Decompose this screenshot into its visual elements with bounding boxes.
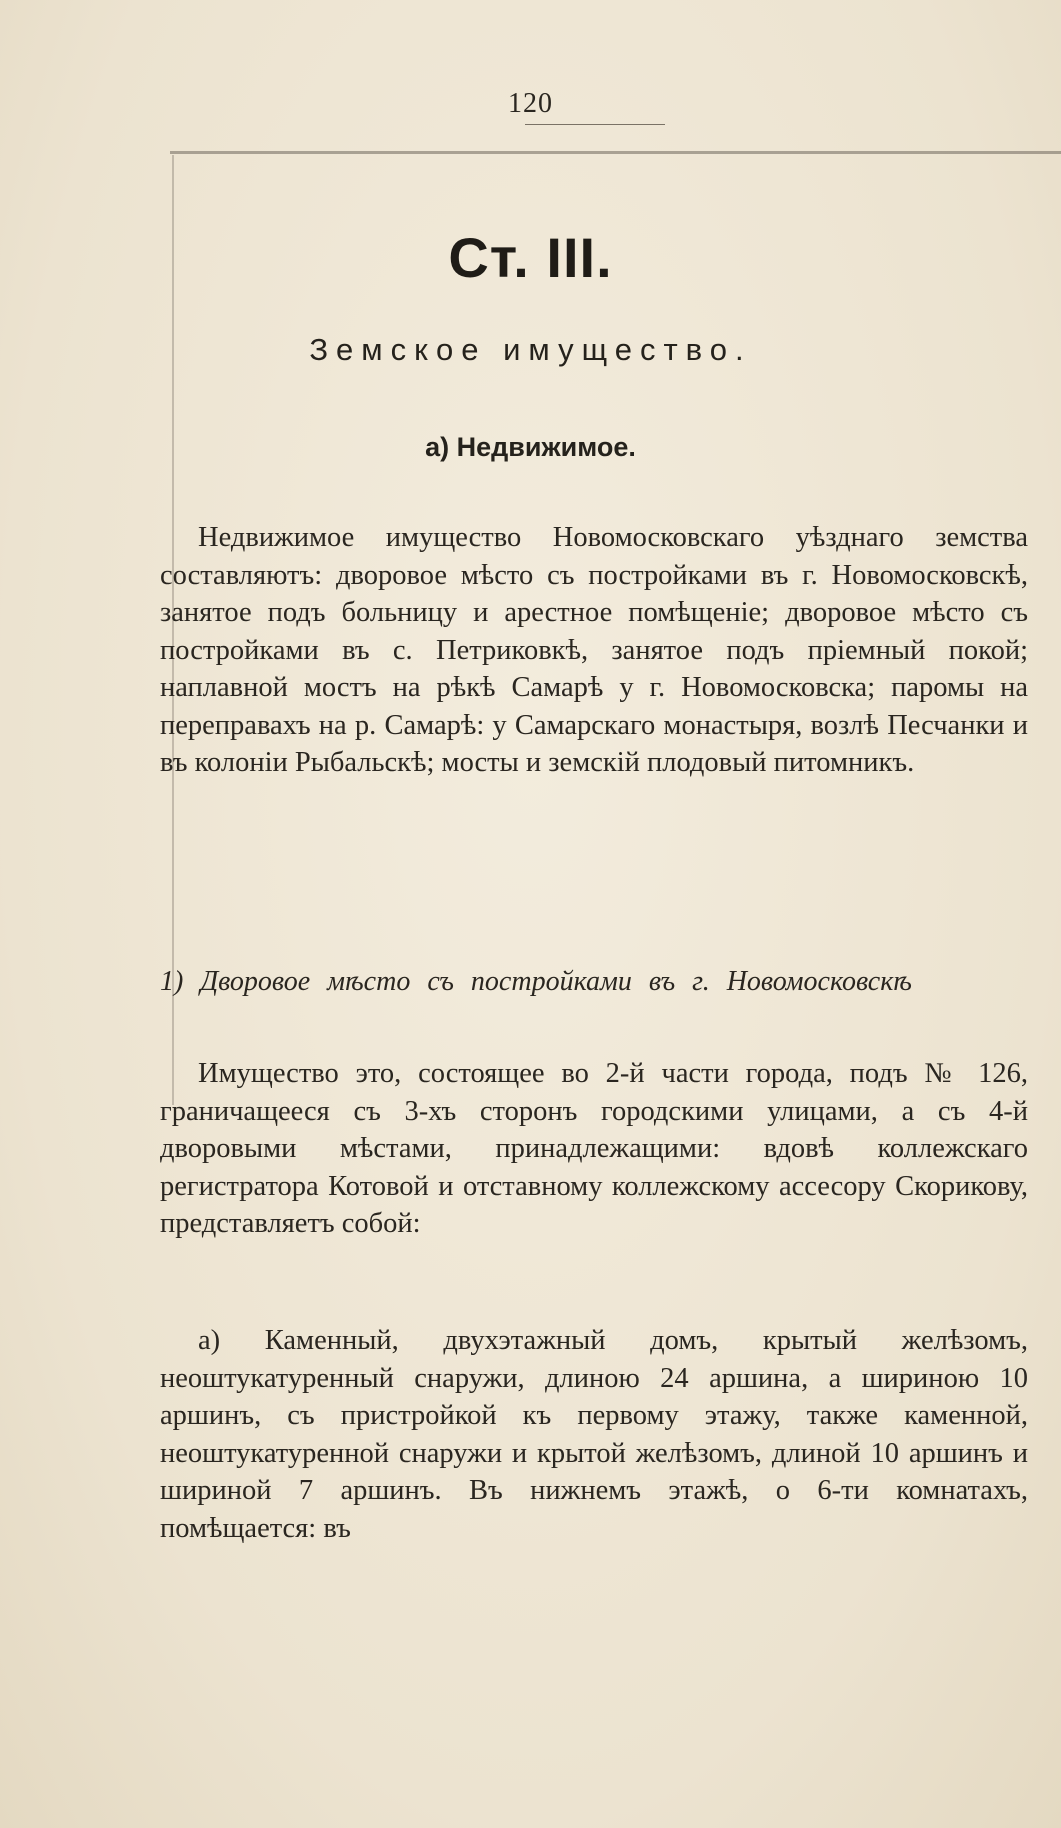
paragraph-text: Имущество это, состоящее во 2-й части города, подъ № 126, граничащееся съ 3-хъ сторонъ городскими улицами, а съ 4-й дворовыми мѣстами, принадлежащими: вдовѣ коллежскаго регистратора Котовой и отставному коллежскому ассесору Скорикову, представляетъ собой: — [160, 1058, 1028, 1239]
section-title: Земское имущество. — [309, 332, 752, 367]
bleed-through-rule-top — [170, 151, 1061, 154]
chapter-title: Ст. III. — [448, 226, 613, 289]
paragraph-building-description — [160, 1322, 1028, 1547]
paragraph-intro — [160, 519, 1028, 782]
item-heading: 1) Дворовое мѣсто съ постройками въ г. Новомосковскѣ — [160, 966, 912, 997]
page-number-underline — [525, 124, 665, 125]
paragraph-property-description — [160, 1055, 1028, 1243]
subsection-title: а) Недвижимое. — [425, 432, 636, 462]
paragraph-text: а) Каменный, двухэтажный домъ, крытый желѣзомъ, неоштукатуренный снаружи, длиною 24 аршина, а шириною 10 аршинъ, съ пристройкой къ первому этажу, также каменной, неоштукатуренной снаружи и крытой желѣзомъ, длиной 10 аршинъ и шириной 7 аршинъ. Въ нижнемъ этажѣ, о 6-ти комнатахъ, помѣщается: въ — [160, 1325, 1028, 1544]
page-number: 120 — [508, 88, 553, 119]
paragraph-text: Недвижимое имущество Новомосковскаго уѣзднаго земства составляютъ: дворовое мѣсто съ постройками въ г. Новомосковскѣ, занятое подъ больницу и арестное помѣщеніе; дворовое мѣсто съ постройками въ с. Петриковкѣ, занятое подъ пріемный покой; наплавной мостъ на рѣкѣ Самарѣ у г. Новомосковска; паромы на переправахъ на р. Самарѣ: у Самарскаго монастыря, возлѣ Песчанки и въ колоніи Рыбальскѣ; мосты и земскій плодовый питомникъ. — [160, 522, 1028, 778]
